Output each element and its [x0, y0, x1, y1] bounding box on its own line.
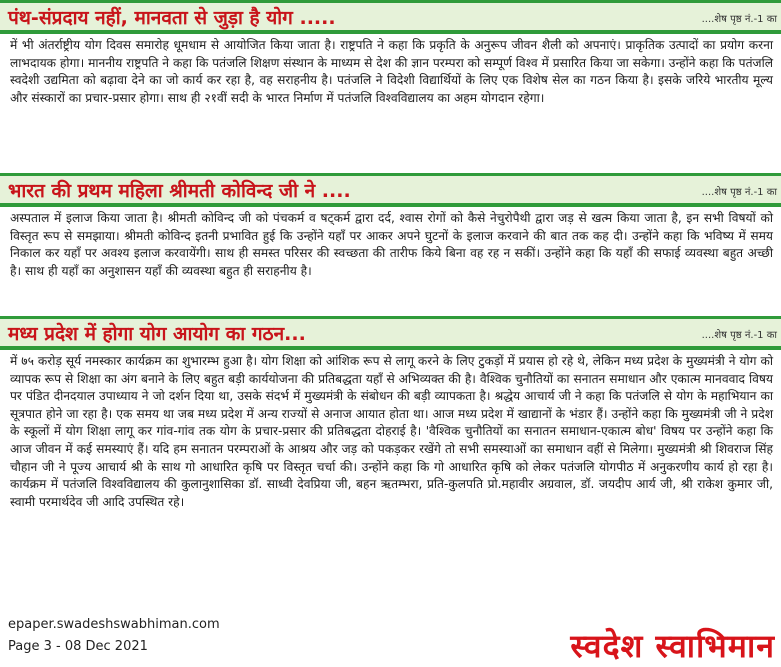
article-body: में ७५ करोड़ सूर्य नमस्कार कार्यक्रम का शुभारम्भ हुआ है। योग शिक्षा को आंशिक रूप से लागू करने के लिए टुकड़ों में प्रयास हो रहे थे, लेकिन मध्य प्रदेश के मुख्यमंत्री ने योग को व्यापक रूप से शिक्षा का अंग बनाने के लिए बहुत बड़ी कार्ययोजना की प्रतिबद्धता यहाँ से अभिव्यक्त की है। वैश्विक चुनौतियों का सनातन समाधान और एकात्म मानववाद विषय पर पंडित दीनदयाल उपाध्याय ने जो दर्शन दिया था, उसके संदर्भ में मुख्यमंत्री के संबोधन की बड़ी व्यापकता है। श्रद्धेय आचार्य जी ने कहा कि पतंजलि से योग के महाभियान का सूत्रपात होने जा रहा है। एक समय था जब मध्य प्रदेश में अन्य राज्यों से अनाज आयात होता था। आज मध्य प्रदेश में खाद्यानों के भंडार हैं। उन्होंने कहा कि मुख्यमंत्री जी ने प्रदेश के स्कूलों में योग शिक्षा लागू कर गांव-गांव तक योग के प्रचार-प्रसार की प्रतिबद्धता दोहराई है। 'वैश्विक चुनौतियों का सनातन समाधान-एकात्म बोध' विषय पर उन्होंने कहा कि आज जीवन में कई समस्याएं हैं। यदि हम सनातन परम्पराओं के आश्रय और जड़ को पकड़कर रखेंगे तो सभी समस्याओं का समाधान वहीं से मिलेगा। मुख्यमंत्री श्री शिवराज सिंह चौहान जी ने पूज्य आचार्य श्री के साथ गो आधारित कृषि पर विस्तृत चर्चा की। उन्होंने कहा कि गो आधारित कृषि को लेकर पतंजलि योगपीठ में अनुकरणीय कार्य हो रहा है। कार्यक्रम में पतंजलि विश्वविद्यालय की कुलानुशासिका डॉ. साध्वी देवप्रिया जी, बहन ऋतम्भरा, प्रति-कुलपति प्रो.महावीर अग्रवाल, डॉ. जयदीप आर्य जी, श्री राकेश कुमार जी, स्वामी परमार्थदेव जी आदि उपस्थित रहे।: [10, 354, 773, 509]
headline-bottom-rule: [0, 346, 781, 350]
headline-band: [0, 0, 781, 34]
headline[interactable]: मध्य प्रदेश में होगा योग आयोग का गठन...: [8, 323, 306, 345]
headline-top-rule: [0, 316, 781, 319]
headline-band: [0, 316, 781, 350]
headline-bottom-rule: [0, 30, 781, 34]
article-body: अस्पताल में इलाज किया जाता है। श्रीमती कोविन्द जी को पंचकर्म व षट्कर्म द्वारा दर्द, श्वास रोगों को कैसे नेचुरोपैथी द्वारा जड़ से खत्म किया जाता है, इन सभी विषयों को विस्तृत रूप से समझाया। श्रीमती कोविन्द इतनी प्रभावित हुई कि उन्होंने यहाँ पर आकर अपने घुटनों के इलाज करवाने की बात तक कह दी। उन्होंने कहा कि भविष्य में समय निकाल कर यहाँ पर अवश्य इलाज करवायेंगी। साथ ही समस्त परिसर की स्वच्छता की तारीफ किये बिना वह रह न सकीं। उन्होंने कहा कि यहाँ की सफाई व्यवस्था बहुत अच्छी है। साथ ही यहाँ का अनुशासन यहाँ की व्यवस्था बहुत ही सराहनीय है।: [10, 211, 773, 278]
headline[interactable]: भारत की प्रथम महिला श्रीमती कोविन्द जी ने ....: [8, 180, 351, 202]
headline-top-rule: [0, 0, 781, 3]
article-mp-yoga-commission: [0, 316, 781, 511]
headline-bottom-rule: [0, 203, 781, 207]
article-first-lady: [0, 173, 781, 315]
headline[interactable]: पंथ-संप्रदाय नहीं, मानवता से जुड़ा है योग .....: [8, 7, 336, 29]
continued-label: ....शेष पृष्ठ नं.-1 का: [701, 330, 777, 341]
continued-label: ....शेष पृष्ठ नं.-1 का: [701, 14, 777, 25]
article-yoga-humanity: [0, 0, 781, 169]
newspaper-masthead-logo: स्वदेश स्वाभिमान: [570, 627, 775, 665]
continued-label: ....शेष पृष्ठ नं.-1 का: [701, 187, 777, 198]
epaper-url[interactable]: epaper.swadeshswabhiman.com: [8, 617, 220, 632]
headline-top-rule: [0, 173, 781, 176]
page-date-label: Page 3 - 08 Dec 2021: [8, 639, 148, 654]
article-body: में भी अंतर्राष्ट्रीय योग दिवस समारोह धूमधाम से आयोजित किया जाता है। राष्ट्रपति ने कहा कि प्रकृति के अनुरूप जीवन शैली को अपनाएं। प्राकृतिक उत्पादों का प्रयोग करना लाभदायक होगा। माननीय राष्ट्रपति ने कहा कि पतंजलि शिक्षण संस्थान के माध्यम से देश की ज्ञान परम्परा को सम्पूर्ण विश्व में प्रसारित किया जा सकेगा। उन्होंने कहा कि पतंजलि स्वदेशी उद्यमिता को बढ़ावा देने का जो कार्य कर रहा है, वह सराहनीय है। पतंजलि ने विदेशी विद्यार्थियों के लिए एक विशेष सेल का गठन किया है। इसके जरिये भारतीय मूल्य और संस्कारों का प्रचार-प्रसार होगा। साथ ही २१वीं सदी के भारत निर्माण में पतंजलि विश्वविद्यालय का अहम योगदान रहेगा।: [10, 38, 773, 105]
headline-band: [0, 173, 781, 207]
